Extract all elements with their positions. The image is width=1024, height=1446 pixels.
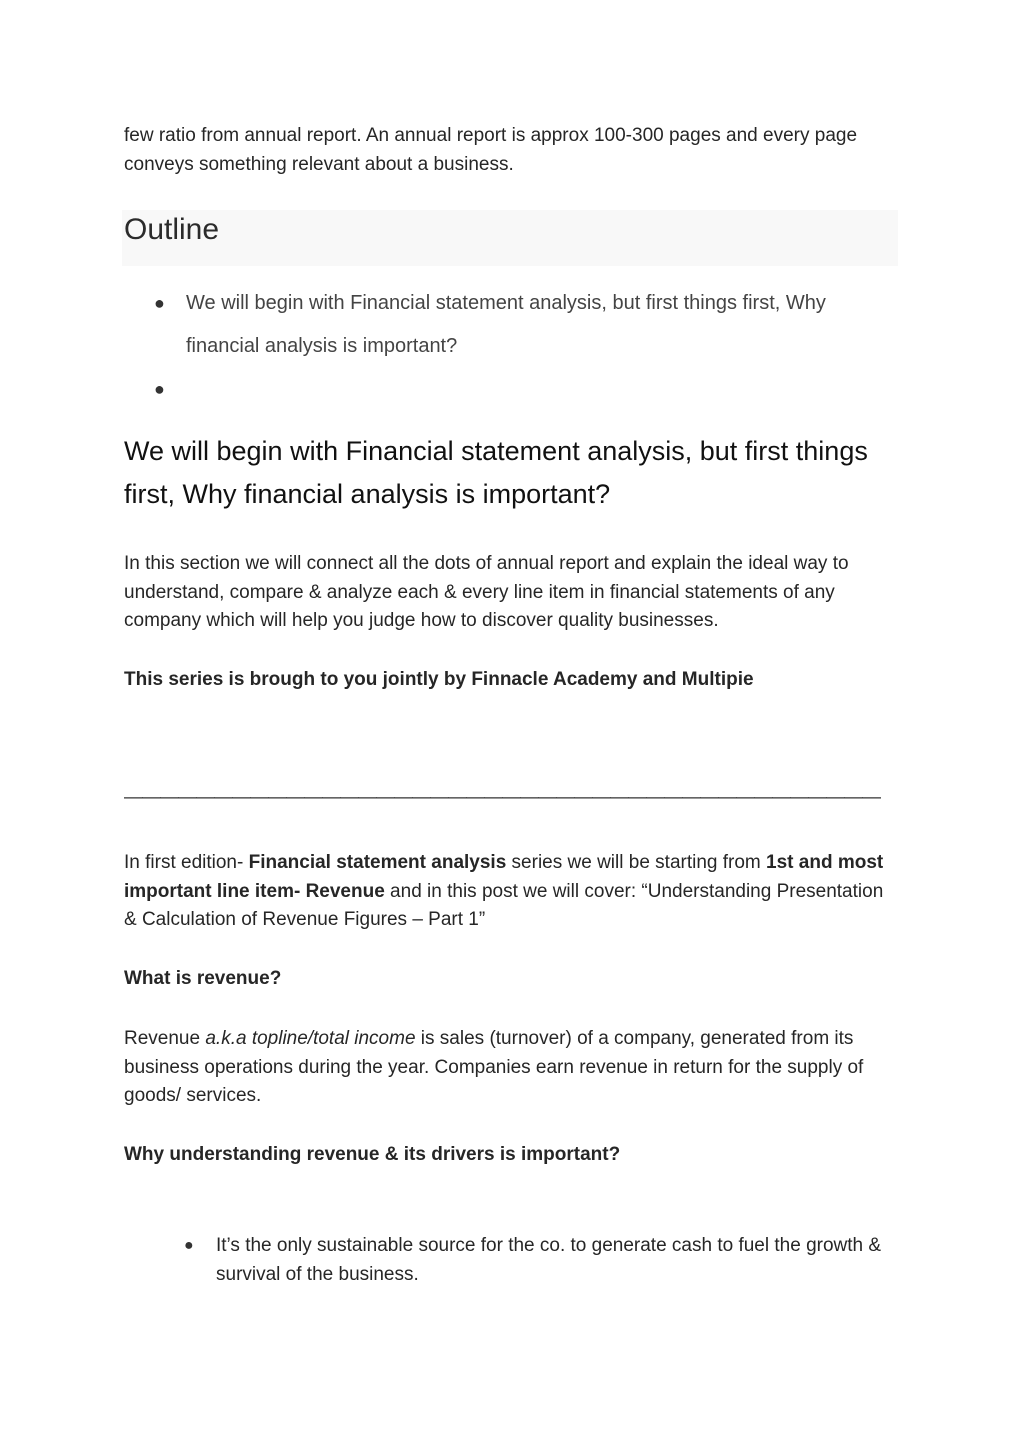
- why-revenue-heading: Why understanding revenue & its drivers is important?: [124, 1144, 621, 1165]
- drivers-list: [124, 1232, 900, 1289]
- outline-list: [124, 282, 900, 411]
- series-note: This series is brough to you jointly by Finnacle Academy and Multipie: [124, 669, 754, 690]
- edition-paragraph: [124, 849, 900, 935]
- outline-item[interactable]: [124, 282, 900, 368]
- intro-paragraph: few ratio from annual report. An annual report is approx 100-300 pages and every page conveys something relevant about a business.: [124, 125, 858, 175]
- revenue-def-italic: a.k.a topline/total income: [205, 1028, 416, 1049]
- outline-item-label: We will begin with Financial statement analysis, but first things first, Why financial analysis is important?: [186, 292, 826, 357]
- edition-bold-revenue: 1st and most important line item- Revenue: [124, 852, 884, 902]
- edition-prefix: In first edition-: [124, 852, 249, 873]
- dots-paragraph: In this section we will connect all the dots of annual report and explain the ideal way to understand, compare & analyze each & every line item in financial statements of any company which will help you judge how to discover quality businesses.: [124, 553, 849, 631]
- outline-item-empty: [124, 368, 900, 411]
- separator-line: ——————————————————————————————————————————: [124, 787, 880, 808]
- list-item: [124, 1232, 900, 1289]
- bullet-icon: ●: [154, 379, 165, 399]
- bullet-icon: ●: [184, 1237, 194, 1254]
- revenue-def-suffix: is sales (turnover) of a company, generated from its business operations during the year. Companies earn revenue in return for the supply of goods/ services.: [124, 1028, 864, 1106]
- bullet-icon: ●: [154, 293, 165, 313]
- what-is-revenue-heading: What is revenue?: [124, 968, 282, 989]
- edition-suffix: and in this post we will cover: “Understanding Presentation & Calculation of Revenue Figures – Part 1”: [124, 880, 884, 930]
- revenue-definition: [124, 1025, 900, 1111]
- outline-heading-block: [122, 210, 898, 266]
- edition-bold-series: Financial statement analysis: [248, 852, 507, 873]
- edition-mid: series we will be starting from: [506, 852, 767, 873]
- outline-title: Outline: [124, 213, 220, 246]
- section-heading: We will begin with Financial statement analysis, but first things first, Why financial analysis is important?: [124, 436, 868, 509]
- revenue-def-prefix: Revenue: [124, 1028, 206, 1049]
- driver-text: It’s the only sustainable source for the co. to generate cash to fuel the growth & survival of the business.: [216, 1235, 882, 1285]
